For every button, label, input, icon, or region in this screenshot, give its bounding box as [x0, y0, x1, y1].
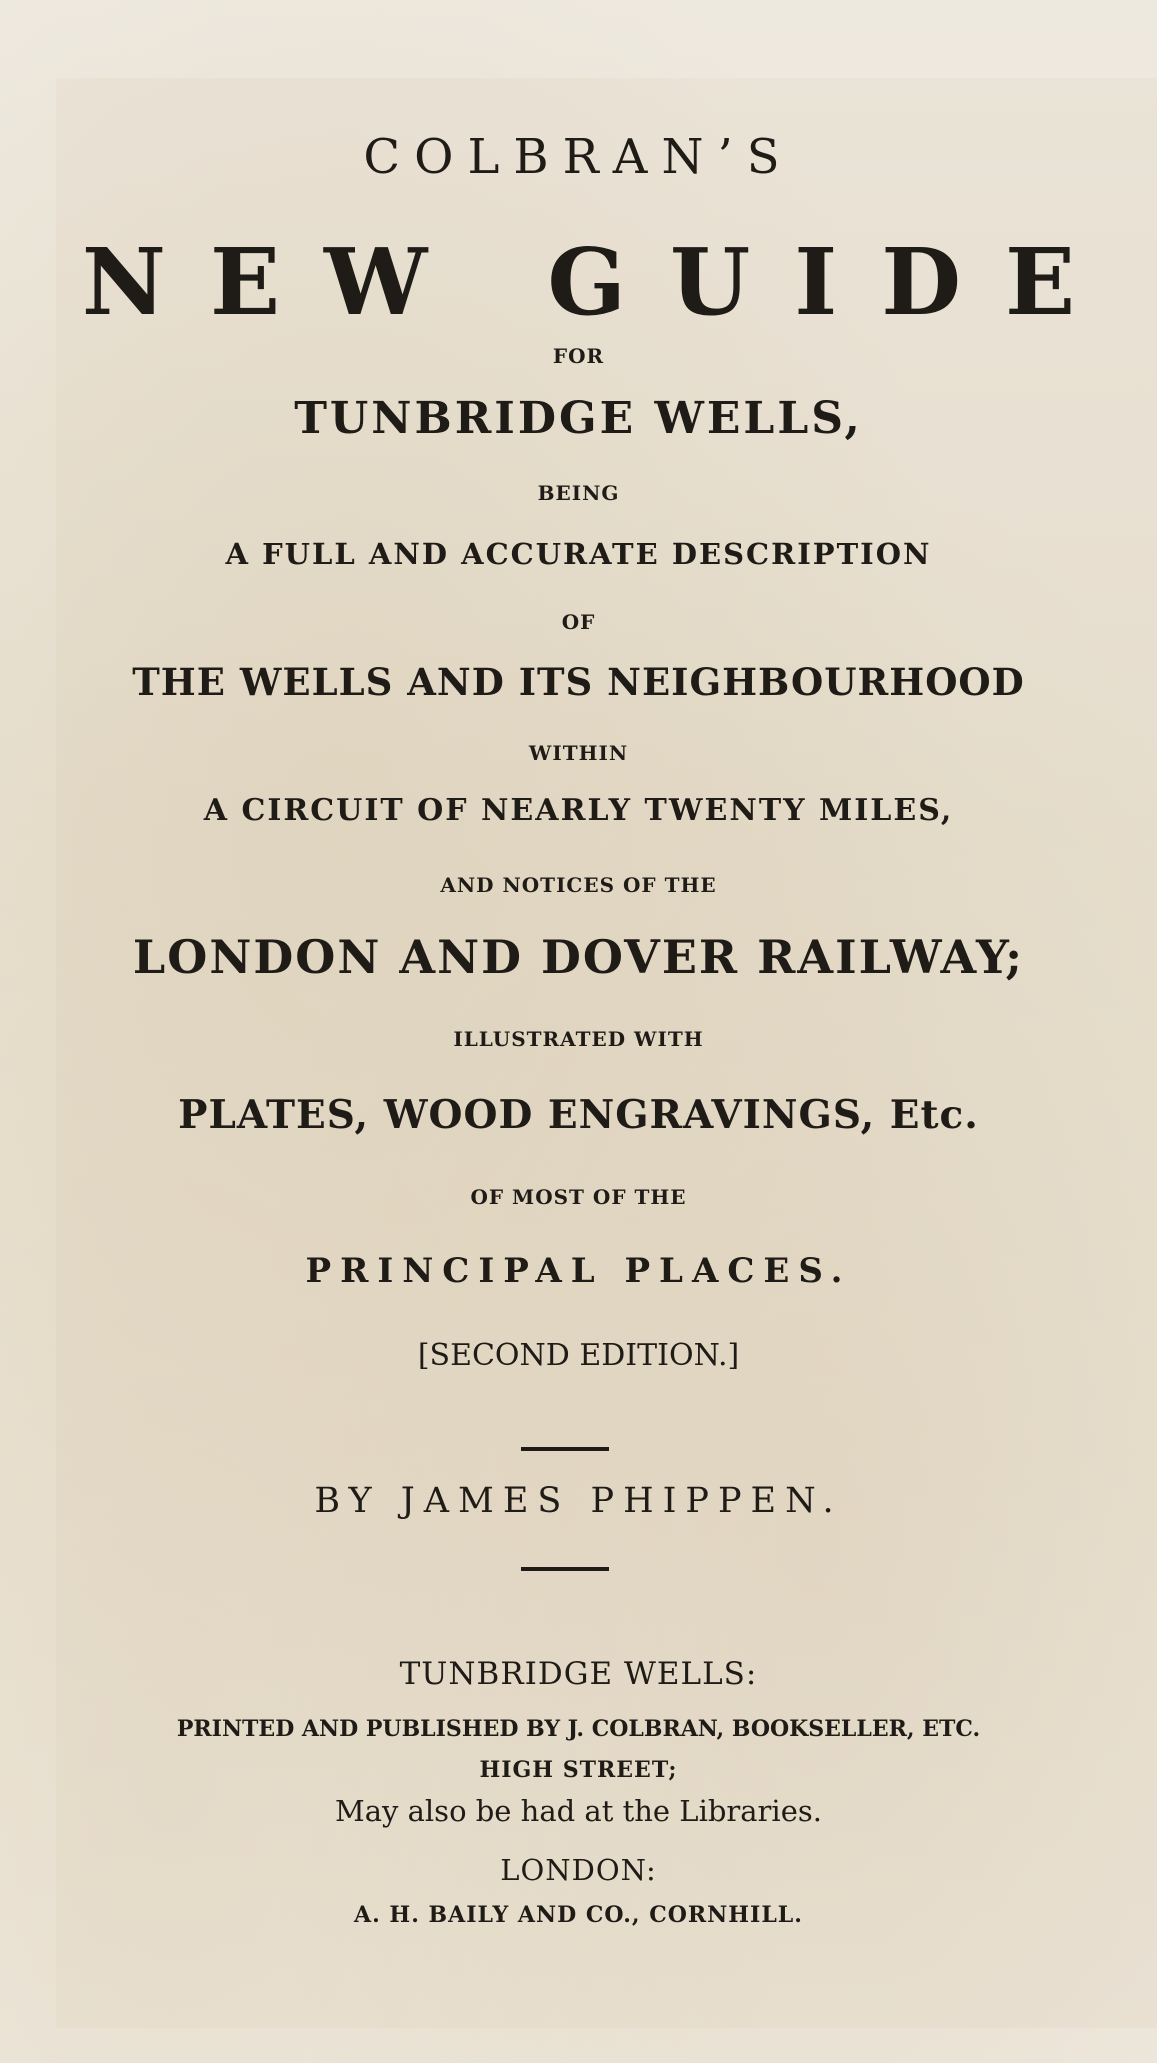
subtitle-notices: AND NOTICES OF THE: [440, 873, 717, 897]
imprint-london: LONDON:: [500, 1853, 657, 1887]
subtitle-most: OF MOST OF THE: [470, 1185, 687, 1209]
subtitle-being: BEING: [537, 481, 620, 505]
imprint-libraries: May also be had at the Libraries.: [335, 1794, 822, 1828]
subtitle-full-description: A FULL AND ACCURATE DESCRIPTION: [225, 537, 932, 571]
edition-note: [SECOND EDITION.]: [417, 1338, 740, 1373]
subtitle-illustrated: ILLUSTRATED WITH: [453, 1027, 704, 1051]
subtitle-plates: PLATES, WOOD ENGRAVINGS, Etc.: [178, 1092, 979, 1138]
rule-top: [521, 1447, 609, 1451]
subtitle-circuit: A CIRCUIT OF NEARLY TWENTY MILES,: [203, 793, 954, 828]
subtitle-within: WITHIN: [528, 741, 629, 765]
imprint-street: HIGH STREET;: [479, 1757, 678, 1783]
rule-bottom: [521, 1567, 609, 1571]
publisher-name: COLBRAN’S: [363, 129, 794, 185]
book-title: NEW GUIDE: [81, 228, 1120, 336]
imprint-printed-by: PRINTED AND PUBLISHED BY J. COLBRAN, BOOKSELLER, ETC.: [176, 1716, 981, 1742]
subtitle-principal-places: PRINCIPAL PLACES.: [305, 1251, 852, 1291]
subtitle-railway: LONDON AND DOVER RAILWAY;: [132, 930, 1025, 984]
imprint-baily: A. H. BAILY AND CO., CORNHILL.: [354, 1902, 803, 1928]
imprint-town: TUNBRIDGE WELLS:: [399, 1656, 758, 1692]
title-for: FOR: [552, 344, 605, 368]
subtitle-wells-neighbourhood: THE WELLS AND ITS NEIGHBOURHOOD: [132, 660, 1025, 704]
title-place: TUNBRIDGE WELLS,: [294, 393, 863, 444]
author-line: BY JAMES PHIPPEN.: [314, 1481, 843, 1521]
subtitle-of: OF: [561, 610, 596, 634]
